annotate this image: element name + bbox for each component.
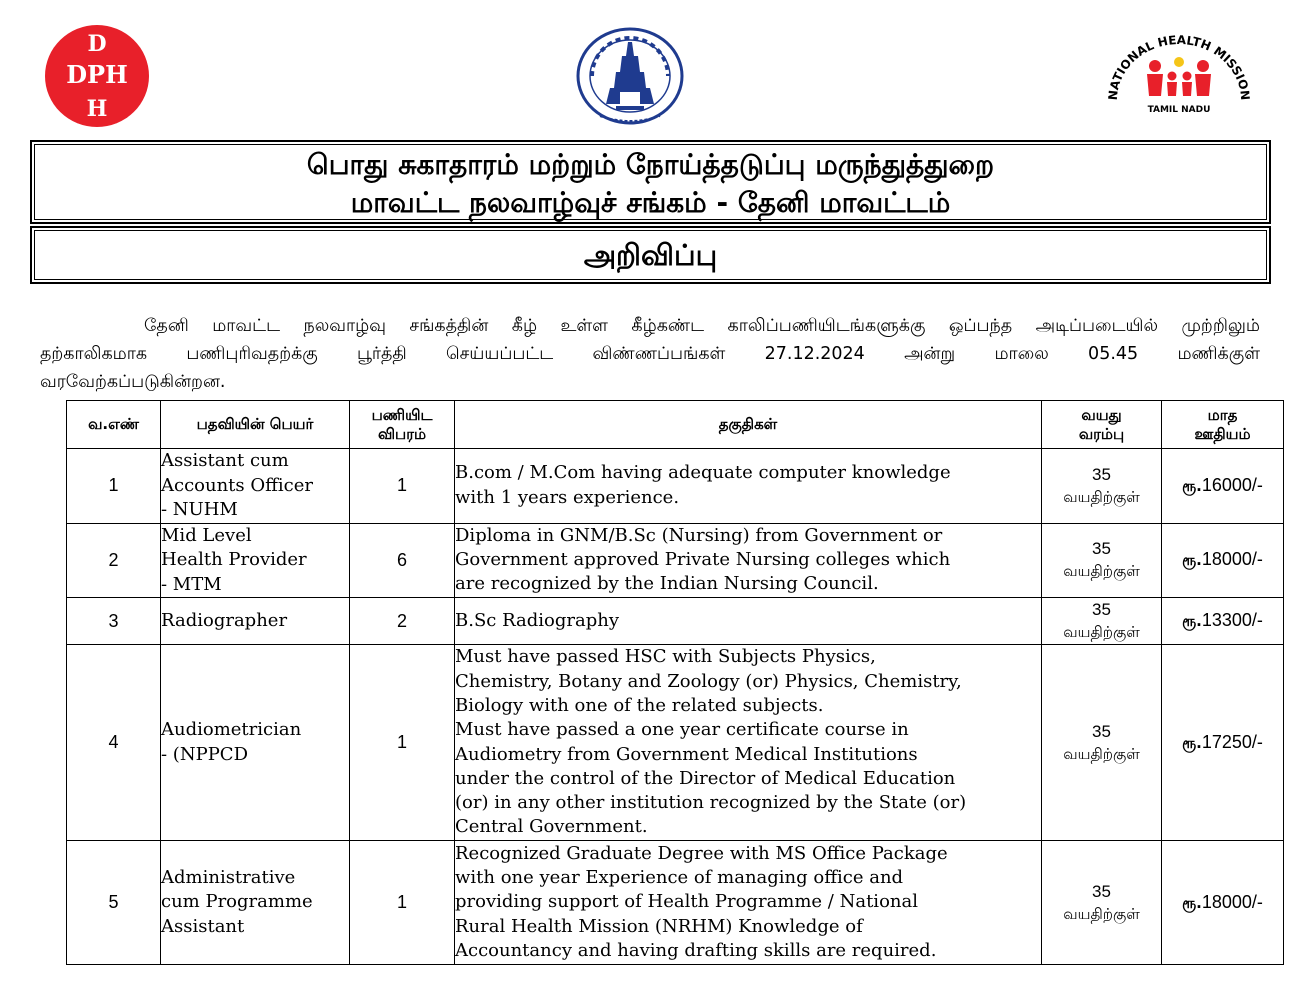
header-pay-line-2: ஊதியம் [1194,424,1251,443]
pay-prefix: ரூ. [1182,893,1202,912]
nhm-logo [1105,30,1253,118]
title-line-1: பொது சுகாதாரம் மற்றும் நோய்த்தடுப்பு மருந்துத்துறை [306,148,995,181]
intro-line-1: தேனி மாவட்ட நலவாழ்வு சங்கத்தின் கீழ் உள்ள கீழ்கண்ட காலிப்பணியிடங்களுக்கு ஒப்பந்த அடிப்படையில் முற்றிலும் [144,316,1260,336]
vacancy-table [66,400,1284,965]
header-age-limit [1042,401,1162,449]
header-age-line-1: வயது [1081,405,1122,424]
cell-qualifications [455,598,1042,645]
cell-sno: 5 [67,841,161,965]
qualification-line: Must have passed a one year certificate course in [455,719,909,741]
qualification-line: Government approved Private Nursing colleges which [455,549,951,571]
header-vacancies [350,401,455,449]
pay-amount: 13300/- [1201,610,1263,630]
cell-post [161,598,350,645]
age-value: 35 [1092,721,1111,741]
qualification-line: Biology with one of the related subjects. [455,694,824,716]
cell-age-limit [1042,841,1162,965]
age-suffix: வயதிற்குள் [1063,562,1140,581]
cell-vacancies: 6 [350,523,455,598]
table-row [67,523,1284,598]
title-box [30,140,1271,224]
cell-qualifications [455,645,1042,841]
age-suffix: வயதிற்குள் [1063,744,1140,763]
cell-post [161,841,350,965]
pay-amount: 16000/- [1201,474,1263,495]
nhm-logo-arc-text: NATIONAL HEALTH MISSION [1105,32,1253,101]
cell-age-limit [1042,645,1162,841]
cell-sno: 4 [67,645,161,841]
pay-amount: 17250/- [1201,731,1263,752]
cell-monthly-pay [1162,523,1284,598]
post-line: - (NPPCD [161,743,249,765]
pay-amount: 18000/- [1201,549,1263,570]
table-row [67,645,1284,841]
qualification-line: with one year Experience of managing office and [455,867,904,889]
table-row [67,841,1284,965]
age-value: 35 [1092,539,1111,559]
age-value: 35 [1092,600,1111,619]
age-suffix: வயதிற்குள் [1063,904,1140,923]
title-line-2: மாவட்ட நலவாழ்வுச் சங்கம் - தேனி மாவட்டம் [350,186,951,219]
post-line: Health Provider [161,549,307,570]
cell-vacancies: 1 [350,645,455,841]
cell-sno: 1 [67,449,161,524]
post-line: - NUHM [161,499,238,520]
header-age-line-2: வரம்பு [1078,424,1125,443]
header-monthly-pay [1162,401,1284,449]
pay-prefix: ரூ. [1182,733,1202,752]
pay-prefix: ரூ. [1182,476,1202,495]
cell-vacancies: 1 [350,449,455,524]
intro-paragraph [40,312,1260,396]
pay-amount: 18000/- [1201,891,1263,912]
table-row [67,598,1284,645]
cell-post [161,449,350,524]
tamil-nadu-emblem [570,26,690,126]
cell-monthly-pay [1162,841,1284,965]
post-line: Mid Level [161,524,252,546]
cell-monthly-pay [1162,598,1284,645]
age-value: 35 [1092,881,1111,901]
qualification-line: Diploma in GNM/B.Sc (Nursing) from Government or [455,524,943,546]
post-line: Audiometrician [161,719,302,740]
post-line: Accounts Officer [161,474,314,496]
header-vacancies-line-2: விபரம் [377,424,427,443]
notice-title: அறிவிப்பு [583,238,718,272]
header-pay-line-1: மாத [1207,405,1238,424]
qualification-line: are recognized by the Indian Nursing Council. [455,573,879,595]
cell-qualifications [455,449,1042,524]
table-row [67,449,1284,524]
dph-logo-line-3: H [86,96,108,122]
table-body [67,449,1284,965]
cell-post [161,523,350,598]
pay-prefix: ரூ. [1182,551,1202,570]
dph-logo [44,24,150,128]
age-suffix: வயதிற்குள் [1063,487,1140,506]
cell-qualifications [455,523,1042,598]
post-line: cum Programme [161,891,313,913]
post-line: Radiographer [161,609,288,631]
qualification-line: with 1 years experience. [455,486,680,508]
dph-logo-line-1: D [87,31,107,57]
cell-vacancies: 1 [350,841,455,965]
notice-box [30,226,1271,284]
header-sno: வ.எண் [67,401,161,449]
age-suffix: வயதிற்குள் [1063,623,1140,641]
header-post: பதவியின் பெயர் [161,401,350,449]
cell-monthly-pay [1162,645,1284,841]
qualification-line: Rural Health Mission (NRHM) Knowledge of [455,915,863,937]
cell-sno: 3 [67,598,161,645]
cell-monthly-pay [1162,449,1284,524]
cell-age-limit [1042,523,1162,598]
nhm-logo-bottom-text: TAMIL NADU [1147,105,1211,115]
table-header-row [67,401,1284,449]
cell-qualifications [455,841,1042,965]
intro-line-2: தற்காலிகமாக பணிபுரிவதற்க்கு பூர்த்தி செய்யப்பட்ட விண்ணப்பங்கள் 27.12.2024 அன்று மாலை 05.45 மணிக்குள் [40,344,1260,364]
qualification-line: Accountancy and having drafting skills are required. [455,939,937,961]
qualification-line: B.com / M.Com having adequate computer knowledge [455,462,951,484]
qualification-line: providing support of Health Programme / National [455,891,918,913]
cell-vacancies: 2 [350,598,455,645]
intro-line-3: வரவேற்கப்படுகின்றன. [40,372,226,392]
qualification-line: Must have passed HSC with Subjects Physics, [455,646,876,668]
cell-age-limit [1042,598,1162,645]
age-value: 35 [1092,464,1111,484]
cell-post [161,645,350,841]
qualification-line: Central Government. [455,816,648,838]
header-vacancies-line-1: பணியிட [371,405,433,424]
post-line: Administrative [161,866,296,888]
header-qualifications: தகுதிகள் [455,401,1042,449]
qualification-line: Audiometry from Government Medical Institutions [455,743,918,765]
qualification-line: (or) in any other institution recognized by the State (or) [455,792,967,814]
qualification-line: under the control of the Director of Medical Education [455,767,956,789]
post-line: Assistant cum [161,450,289,471]
post-line: Assistant [161,915,245,937]
cell-age-limit [1042,449,1162,524]
qualification-line: Chemistry, Botany and Zoology (or) Physics, Chemistry, [455,670,962,692]
pay-prefix: ரூ. [1182,612,1202,630]
qualification-line: Recognized Graduate Degree with MS Office Package [455,842,948,864]
qualification-line: B.Sc Radiography [455,609,620,631]
post-line: - MTM [161,573,222,595]
dph-logo-line-2: DPH [66,60,128,89]
cell-sno: 2 [67,523,161,598]
